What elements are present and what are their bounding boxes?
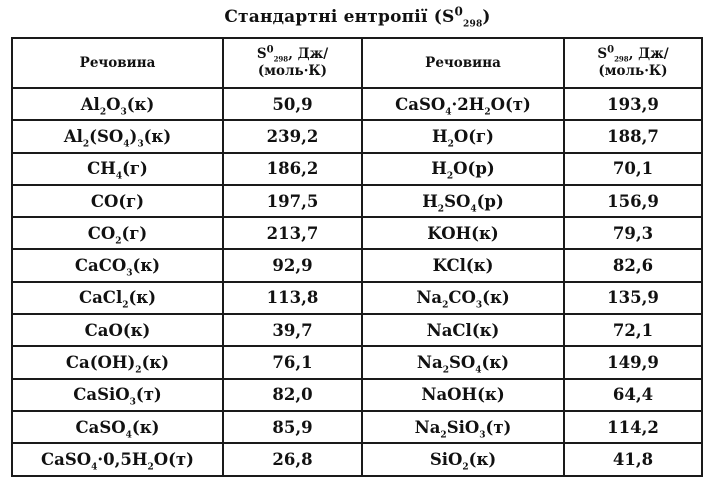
substance-cell-left: $CH_4(г)$ — [12, 153, 223, 185]
table-row — [12, 282, 702, 314]
substance-cell-left: CO(г) — [12, 185, 223, 217]
title-superscript: 0 — [454, 4, 464, 19]
header-substance-right: Речовина — [362, 38, 564, 88]
entropy-value-right: 82,6 — [564, 249, 702, 281]
substance-cell-right: $Na_2SiO_3(т)$ — [362, 411, 564, 443]
table-row — [12, 346, 702, 378]
substance-cell-right: $H_2O(р)$ — [362, 153, 564, 185]
substance-cell-left: CaSO$_4$(к) — [12, 411, 223, 443]
table-row — [12, 314, 702, 346]
substance-cell-right: SiO$_2$(к) — [362, 443, 564, 475]
substance-cell-left: $Al_2(SO_4)_3(к)$ — [12, 120, 223, 152]
entropy-value-right: 70,1 — [564, 153, 702, 185]
substance-cell-left: $CO_2(г)$ — [12, 217, 223, 249]
table-row — [12, 88, 702, 120]
entropy-value-left: 39,7 — [223, 314, 362, 346]
header-value-left: $S^0_{298}$, Дж/ (моль·К) — [223, 38, 362, 88]
substance-cell-right: KOH(к) — [362, 217, 564, 249]
table-row — [12, 249, 702, 281]
entropy-value-right: 72,1 — [564, 314, 702, 346]
table-body — [12, 88, 702, 476]
entropy-value-left: 197,5 — [223, 185, 362, 217]
entropy-value-left: 50,9 — [223, 88, 362, 120]
table-row — [12, 120, 702, 152]
entropy-value-right: 114,2 — [564, 411, 702, 443]
entropy-value-right: 64,4 — [564, 379, 702, 411]
substance-cell-left: CaSiO$_3$(т) — [12, 379, 223, 411]
header-row — [12, 38, 702, 88]
substance-cell-left: $Ca(OH)_2(к)$ — [12, 346, 223, 378]
entropy-value-right: 188,7 — [564, 120, 702, 152]
substance-cell-left: $CaSO_4\cdot 0,5H_2O(т)$ — [12, 443, 223, 475]
entropy-value-left: 85,9 — [223, 411, 362, 443]
entropy-value-left: 113,8 — [223, 282, 362, 314]
substance-cell-left: CaO(к) — [12, 314, 223, 346]
entropy-value-left: 213,7 — [223, 217, 362, 249]
table-row — [12, 217, 702, 249]
entropy-value-right: 135,9 — [564, 282, 702, 314]
entropy-value-right: 41,8 — [564, 443, 702, 475]
entropy-value-left: 82,0 — [223, 379, 362, 411]
entropy-value-left: 239,2 — [223, 120, 362, 152]
substance-cell-left: CaCl$_2$(к) — [12, 282, 223, 314]
substance-cell-left: $Al_2O_3(к)$ — [12, 88, 223, 120]
entropy-value-left: 92,9 — [223, 249, 362, 281]
table-row — [12, 185, 702, 217]
substance-cell-left: CaCO$_3$(к) — [12, 249, 223, 281]
entropy-value-right: 79,3 — [564, 217, 702, 249]
title-suffix: ) — [482, 7, 491, 27]
table-row — [12, 379, 702, 411]
entropy-value-right: 193,9 — [564, 88, 702, 120]
entropy-value-left: 26,8 — [223, 443, 362, 475]
substance-cell-right: $Na_2SO_4(к)$ — [362, 346, 564, 378]
entropy-value-right: 156,9 — [564, 185, 702, 217]
table-row — [12, 411, 702, 443]
substance-cell-right: $H_2SO_4(р)$ — [362, 185, 564, 217]
entropy-table — [11, 37, 703, 477]
table-row — [12, 153, 702, 185]
header-substance-left: Речовина — [12, 38, 223, 88]
substance-cell-right: NaOH(к) — [362, 379, 564, 411]
table-title — [0, 4, 715, 30]
substance-cell-right: $Na_2CO_3(к)$ — [362, 282, 564, 314]
entropy-value-left: 186,2 — [223, 153, 362, 185]
header-value-right: $S^0_{298}$, Дж/ (моль·К) — [564, 38, 702, 88]
entropy-value-left: 76,1 — [223, 346, 362, 378]
substance-cell-right: $H_2O(г)$ — [362, 120, 564, 152]
title-subscript: 298 — [463, 19, 483, 30]
entropy-value-right: 149,9 — [564, 346, 702, 378]
title-prefix: Стандартні ентропії (S — [224, 7, 455, 27]
substance-cell-right: NaCl(к) — [362, 314, 564, 346]
table-row — [12, 443, 702, 475]
substance-cell-right: $CaSO_4\cdot 2H_2O(т)$ — [362, 88, 564, 120]
substance-cell-right: KCl(к) — [362, 249, 564, 281]
